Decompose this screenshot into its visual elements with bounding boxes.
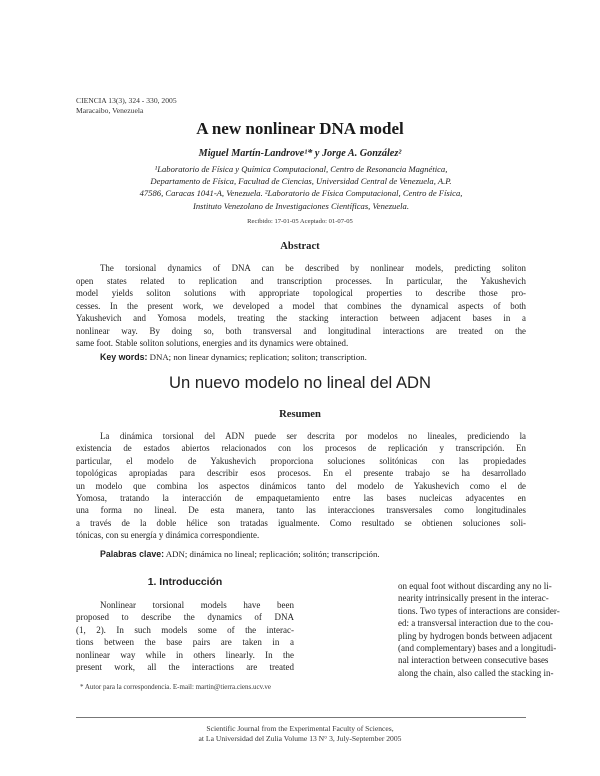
intro-line: present work, all the interactions are treated bbox=[76, 661, 294, 672]
journal-footer-line: at La Universidad del Zulia Volume 13 N° 3, July-September 2005 bbox=[198, 734, 402, 743]
journal-citation-line: CIENCIA 13(3), 324 - 330, 2005 bbox=[76, 96, 177, 105]
intro-line: proposed to describe the dynamics of DNA bbox=[76, 612, 294, 623]
affiliation-line: Departamento de Física, Facultad de Ciencias, Universidad Central de Venezuela, A.P. bbox=[150, 176, 452, 187]
affiliation-line: ¹Laboratorio de Física y Química Computacional, Centro de Resonancia Magnética, bbox=[154, 164, 448, 174]
journal-footer-line: Scientific Journal from the Experimental Faculty of Sciences, bbox=[206, 724, 394, 733]
resumen-heading: Resumen bbox=[279, 409, 321, 420]
introduction-heading: 1. Introducción bbox=[147, 577, 223, 588]
received-accepted-dates: Recibido: 17-01-05 Aceptado: 01-07-05 bbox=[247, 218, 353, 225]
intro-line: pling by hydrogen bonds between adjacent bbox=[398, 630, 553, 641]
abstract-body bbox=[76, 262, 526, 350]
abstract-line: same foot. Stable soliton solutions, energies and its dynamics were obtained. bbox=[76, 338, 349, 348]
resumen-line: existencia de estados abiertos relacionados con los procesos de replicación y transcripción. En bbox=[76, 443, 526, 454]
resumen-line: La dinámica torsional del ADN puede ser descrita por modelos no lineales, prediciendo la bbox=[100, 431, 526, 441]
palabras-clave-label: Palabras clave: bbox=[100, 549, 165, 559]
correspondence-footnote: * Autor para la correspondencia. E-mail: martin@tierra.ciens.ucv.ve bbox=[80, 683, 272, 691]
intro-right-column bbox=[398, 580, 560, 679]
journal-location-line: Maracaibo, Venezuela bbox=[76, 106, 144, 115]
resumen-body bbox=[76, 430, 526, 542]
abstract-line: The torsional dynamics of DNA can be described by nonlinear models, predicting soliton bbox=[100, 263, 526, 273]
key-words-label: Key words: bbox=[100, 352, 148, 362]
abstract-line: cesses. In the present work, we developed a model that combines the dynamical aspects of both bbox=[76, 300, 526, 311]
palabras-clave-text: ADN; dinámica no lineal; replicación; solitón; transcripción. bbox=[165, 549, 380, 559]
resumen-line: una forma no lineal. De esta manera, tanto las interacciones transversales como longitudinales bbox=[76, 505, 526, 516]
author-list: Miguel Martín-Landrove¹* y Jorge A. González² bbox=[198, 148, 402, 159]
abstract-heading: Abstract bbox=[280, 241, 320, 252]
resumen-line: a través de la doble hélice son tratadas igualmente. Como resultado se obtienen soluciones soli- bbox=[76, 517, 526, 528]
palabras-clave bbox=[100, 549, 380, 559]
intro-line: (1, 2). In such models some of the interac- bbox=[76, 624, 294, 635]
intro-left-column bbox=[76, 599, 294, 673]
key-words-text: DNA; non linear dynamics; replication; soliton; transcription. bbox=[149, 352, 367, 362]
intro-line: tions. Two types of interactions are consider- bbox=[398, 605, 560, 616]
intro-line: on equal foot without discarding any no li- bbox=[398, 581, 552, 591]
key-words bbox=[100, 352, 367, 362]
abstract-line: nonlinear way. By doing so, both transversal and longitudinal interactions are treated on the bbox=[76, 325, 526, 336]
intro-line: ed: a transversal interaction due to the cou- bbox=[398, 618, 554, 629]
paper-title-spanish: Un nuevo modelo no lineal del ADN bbox=[169, 373, 431, 392]
resumen-line: tónicas, con su energía y dinámica correspondiente. bbox=[76, 530, 260, 541]
resumen-line: particular, el modelo de Yakushevich proporciona soluciones solitónicas con las propiedades bbox=[76, 455, 526, 466]
affiliations bbox=[76, 163, 526, 212]
resumen-line: topológicas apropiadas para describir esos procesos. En el presente trabajo se ha desarrollado bbox=[76, 468, 526, 479]
resumen-line: un modelo que combina los aspectos dinámicos tanto del modelo de Yakushevich como el de bbox=[76, 480, 526, 491]
abstract-line: Yakushevich and Yomosa models, treating the stacking interaction between adjacent bases in a bbox=[76, 313, 526, 323]
affiliation-line: Instituto Venezolano de Investigaciones Científicas, Venezuela. bbox=[193, 200, 409, 211]
footer-divider bbox=[76, 717, 526, 718]
intro-line: nearity intrinsically present in the interac- bbox=[398, 593, 549, 604]
abstract-line: model yields soliton solutions with appropriate topological properties to describe those pro- bbox=[76, 288, 526, 298]
intro-line: along the chain, also called the stacking in- bbox=[398, 667, 554, 678]
intro-line: Nonlinear torsional models have been bbox=[100, 600, 294, 610]
intro-line: nal interaction between consecutive bases bbox=[398, 655, 549, 666]
intro-line: tions between the base pairs are taken in a bbox=[76, 637, 294, 648]
intro-line: nonlinear way while in others linearly. In the bbox=[76, 649, 294, 660]
abstract-line: open states related to replication and transcription processes. In particular, the Yakushevich bbox=[76, 275, 526, 286]
intro-line: (and complementary) bases and a longitudi- bbox=[398, 642, 557, 653]
resumen-line: Yomosa, tratando la interacción de empaquetamiento entre las bases nucleicas adyacentes en bbox=[76, 492, 526, 503]
paper-title-english: A new nonlinear DNA model bbox=[196, 119, 404, 138]
journal-footer bbox=[0, 724, 600, 744]
affiliation-line: 47586, Caracas 1041-A, Venezuela. ²Laboratorio de Física Computacional, Centro de Física, bbox=[139, 188, 463, 199]
journal-citation bbox=[76, 96, 177, 116]
